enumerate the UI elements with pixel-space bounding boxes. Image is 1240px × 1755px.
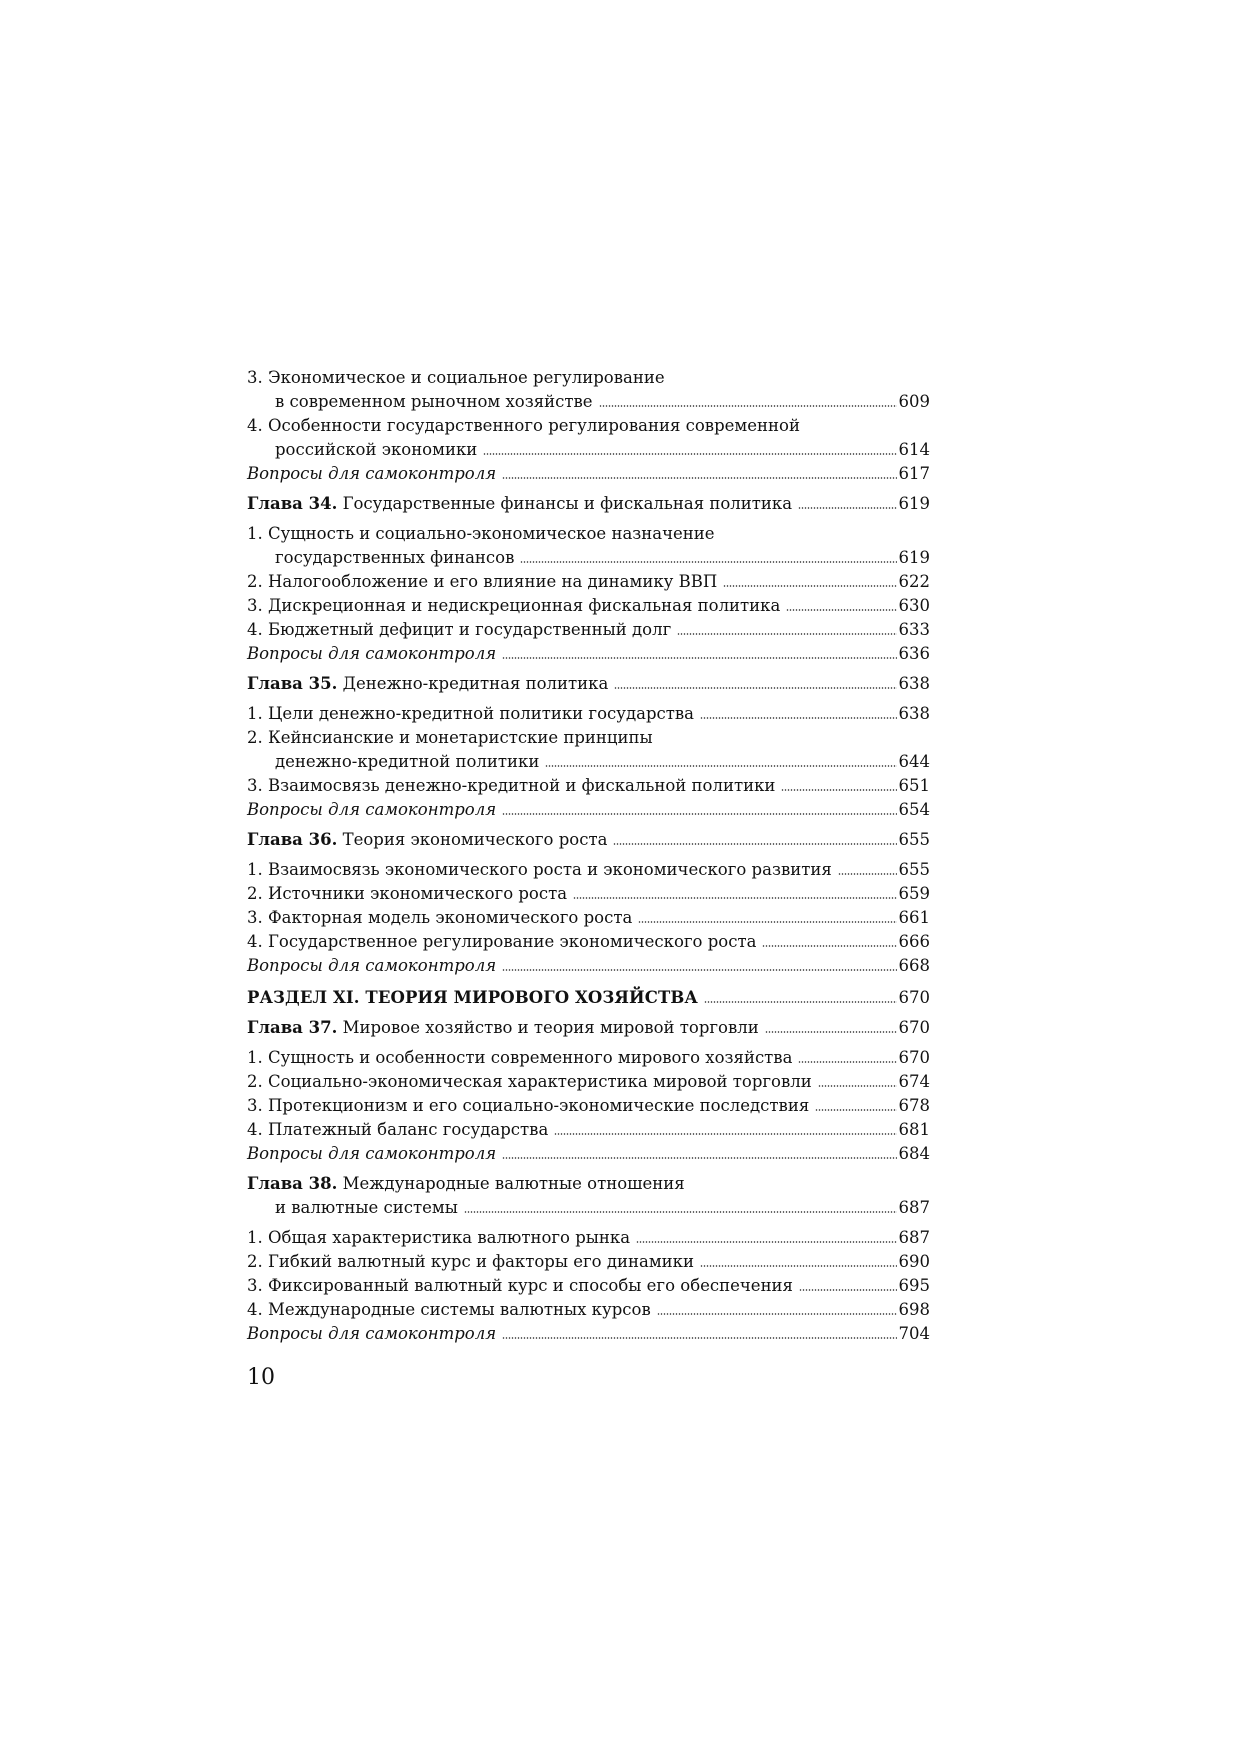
- leader-dots: [762, 945, 896, 947]
- toc-chapter-36: Глава 36. Теория экономического роста 655: [247, 828, 930, 852]
- toc-entry: 3. Протекционизм и его социально-экономические последствия 678: [247, 1094, 930, 1118]
- toc-entry-questions: Вопросы для самоконтроля 704: [247, 1322, 930, 1346]
- toc-entry: 1. Взаимосвязь экономического роста и экономического развития 655: [247, 858, 930, 882]
- leader-dots: [700, 717, 896, 719]
- page-ref: 668: [898, 956, 930, 975]
- page-ref: 655: [898, 860, 930, 879]
- toc-entry: и валютные системы 687: [247, 1196, 930, 1220]
- page-ref: 670: [898, 1018, 930, 1037]
- leader-dots: [502, 813, 896, 815]
- leader-dots: [838, 873, 897, 875]
- page-ref: 687: [898, 1198, 930, 1217]
- toc-entry: государственных финансов 619: [247, 546, 930, 570]
- leader-dots: [502, 1337, 896, 1339]
- leader-dots: [786, 609, 896, 611]
- leader-dots: [815, 1109, 896, 1111]
- toc-entry: 3. Фиксированный валютный курс и способы его обеспечения 695: [247, 1274, 930, 1298]
- toc-entry: 1. Общая характеристика валютного рынка 687: [247, 1226, 930, 1250]
- toc-entry: 4. Международные системы валютных курсов 698: [247, 1298, 930, 1322]
- leader-dots: [502, 1157, 896, 1159]
- leader-dots: [636, 1241, 896, 1243]
- page-ref: 695: [898, 1276, 930, 1295]
- toc-entry: 3. Взаимосвязь денежно-кредитной и фискальной политики 651: [247, 774, 930, 798]
- leader-dots: [613, 843, 896, 845]
- toc-entry: 3. Дискреционная и недискреционная фискальная политика 630: [247, 594, 930, 618]
- toc-entry: российской экономики 614: [247, 438, 930, 462]
- page-ref: 684: [898, 1144, 930, 1163]
- leader-dots: [799, 1289, 897, 1291]
- page-ref: 666: [898, 932, 930, 951]
- page-ref: 651: [898, 776, 930, 795]
- toc-entry: 4. Бюджетный дефицит и государственный долг 633: [247, 618, 930, 642]
- leader-dots: [520, 561, 896, 563]
- toc-section-xi: РАЗДЕЛ XI. ТЕОРИЯ МИРОВОГО ХОЗЯЙСТВА 670: [247, 986, 930, 1010]
- page-ref: 638: [898, 704, 930, 723]
- toc-entry: в современном рыночном хозяйстве 609: [247, 390, 930, 414]
- table-of-contents: [247, 366, 930, 1346]
- toc-entry: 1. Цели денежно-кредитной политики государства 638: [247, 702, 930, 726]
- leader-dots: [677, 633, 896, 635]
- toc-entry: 1. Сущность и особенности современного мирового хозяйства 670: [247, 1046, 930, 1070]
- page-ref: 698: [898, 1300, 930, 1319]
- page-ref: 630: [898, 596, 930, 615]
- toc-entry: 2. Источники экономического роста 659: [247, 882, 930, 906]
- toc-entry-questions: Вопросы для самоконтроля 636: [247, 642, 930, 666]
- page-ref: 681: [898, 1120, 930, 1139]
- page-ref: 638: [898, 674, 930, 693]
- leader-dots: [704, 1001, 897, 1003]
- leader-dots: [554, 1133, 896, 1135]
- toc-chapter-35: Глава 35. Денежно-кредитная политика 638: [247, 672, 930, 696]
- page-ref: 644: [898, 752, 930, 771]
- toc-entry: 2. Гибкий валютный курс и факторы его динамики 690: [247, 1250, 930, 1274]
- leader-dots: [614, 687, 896, 689]
- leader-dots: [464, 1211, 897, 1213]
- page-ref: 633: [898, 620, 930, 639]
- toc-entry: 4. Особенности государственного регулирования современной: [247, 416, 800, 435]
- toc-entry: денежно-кредитной политики 644: [247, 750, 930, 774]
- leader-dots: [657, 1313, 897, 1315]
- toc-chapter-37: Глава 37. Мировое хозяйство и теория мировой торговли 670: [247, 1016, 930, 1040]
- page-number: 10: [247, 1365, 275, 1390]
- page-ref: 654: [898, 800, 930, 819]
- leader-dots: [638, 921, 896, 923]
- leader-dots: [599, 405, 897, 407]
- toc-entry: 2. Социально-экономическая характеристика мировой торговли 674: [247, 1070, 930, 1094]
- leader-dots: [573, 897, 896, 899]
- page-ref: 704: [898, 1324, 930, 1343]
- page-ref: 609: [898, 392, 930, 411]
- leader-dots: [545, 765, 896, 767]
- page-ref: 674: [898, 1072, 930, 1091]
- toc-entry: 1. Сущность и социально-экономическое назначение: [247, 524, 715, 543]
- page-ref: 622: [898, 572, 930, 591]
- toc-entry-questions: Вопросы для самоконтроля 684: [247, 1142, 930, 1166]
- page-ref: 617: [898, 464, 930, 483]
- page-ref: 614: [898, 440, 930, 459]
- toc-entry-questions: Вопросы для самоконтроля 668: [247, 954, 930, 978]
- leader-dots: [502, 969, 896, 971]
- leader-dots: [723, 585, 896, 587]
- toc-chapter-38: Глава 38. Международные валютные отношения: [247, 1174, 685, 1193]
- leader-dots: [502, 477, 896, 479]
- page-ref: 655: [898, 830, 930, 849]
- toc-entry: 3. Экономическое и социальное регулирование: [247, 368, 665, 387]
- toc-entry: 4. Государственное регулирование экономического роста 666: [247, 930, 930, 954]
- page-ref: 659: [898, 884, 930, 903]
- toc-entry-questions: Вопросы для самоконтроля 654: [247, 798, 930, 822]
- toc-entry-questions: Вопросы для самоконтроля 617: [247, 462, 930, 486]
- leader-dots: [502, 657, 896, 659]
- leader-dots: [700, 1265, 897, 1267]
- page-ref: 636: [898, 644, 930, 663]
- leader-dots: [781, 789, 896, 791]
- leader-dots: [483, 453, 896, 455]
- leader-dots: [765, 1031, 897, 1033]
- leader-dots: [818, 1085, 897, 1087]
- page-ref: 670: [898, 1048, 930, 1067]
- page-ref: 690: [898, 1252, 930, 1271]
- page-ref: 619: [898, 494, 930, 513]
- toc-entry: 2. Кейнсианские и монетаристские принципы: [247, 728, 653, 747]
- page-ref: 670: [898, 988, 930, 1007]
- page-ref: 687: [898, 1228, 930, 1247]
- toc-entry: 2. Налогообложение и его влияние на динамику ВВП 622: [247, 570, 930, 594]
- page-ref: 678: [898, 1096, 930, 1115]
- leader-dots: [798, 1061, 896, 1063]
- toc-chapter-34: Глава 34. Государственные финансы и фискальная политика 619: [247, 492, 930, 516]
- page-ref: 661: [898, 908, 930, 927]
- leader-dots: [798, 507, 896, 509]
- toc-entry: 4. Платежный баланс государства 681: [247, 1118, 930, 1142]
- toc-entry: 3. Факторная модель экономического роста 661: [247, 906, 930, 930]
- page-ref: 619: [898, 548, 930, 567]
